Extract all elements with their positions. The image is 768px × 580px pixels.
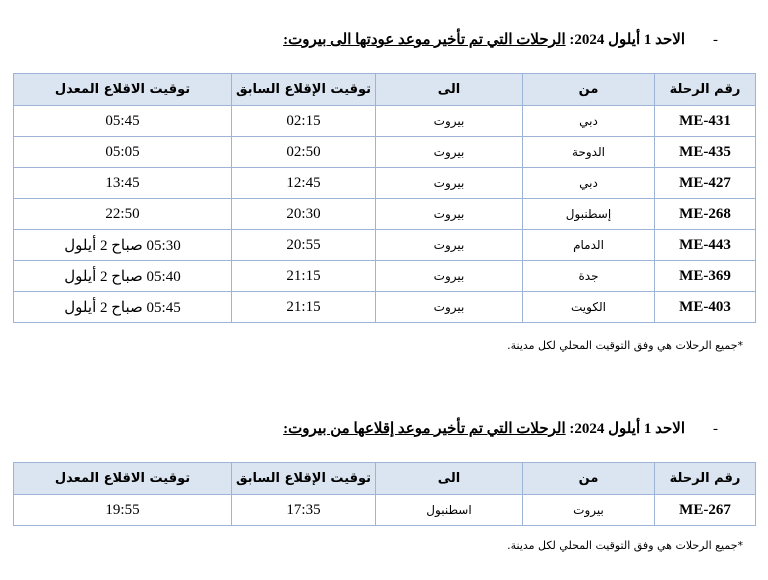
header-from: من — [523, 74, 655, 106]
destination-city: بيروت — [376, 230, 523, 261]
section2-footnote: *جميع الرحلات هي وفق التوقيت المحلي لكل مدينة. — [507, 539, 743, 552]
destination-city: بيروت — [376, 199, 523, 230]
section1-heading — [283, 30, 718, 49]
flight-number: ME-267 — [655, 495, 756, 526]
origin-city: دبي — [523, 106, 655, 137]
new-departure-time: 05:40 صباح 2 أيلول — [14, 261, 232, 292]
section2-heading — [283, 419, 718, 438]
header-new-time: توقيت الاقلاع المعدل — [14, 74, 232, 106]
new-departure-time: 13:45 — [14, 168, 232, 199]
flight-number: ME-427 — [655, 168, 756, 199]
origin-city: بيروت — [523, 495, 655, 526]
origin-city: الدوحة — [523, 137, 655, 168]
table-header-row — [14, 74, 756, 106]
section2-date: الاحد 1 أيلول 2024: — [569, 421, 685, 437]
old-departure-time: 20:30 — [232, 199, 376, 230]
destination-city: بيروت — [376, 106, 523, 137]
destination-city: اسطنبول — [376, 495, 523, 526]
table-row — [14, 137, 756, 168]
origin-city: الكويت — [523, 292, 655, 323]
destination-city: بيروت — [376, 261, 523, 292]
new-departure-time: 19:55 — [14, 495, 232, 526]
section1-bullet: - — [713, 32, 718, 48]
header-old-time: توقيت الإقلاع السابق — [232, 74, 376, 106]
old-departure-time: 17:35 — [232, 495, 376, 526]
section1-footnote: *جميع الرحلات هي وفق التوقيت المحلي لكل مدينة. — [507, 339, 743, 352]
flight-number: ME-443 — [655, 230, 756, 261]
old-departure-time: 21:15 — [232, 261, 376, 292]
old-departure-time: 21:15 — [232, 292, 376, 323]
departure-flights-table — [13, 462, 756, 526]
table-row — [14, 230, 756, 261]
new-departure-time: 05:45 — [14, 106, 232, 137]
return-flights-table — [13, 73, 756, 323]
section1-title: الرحلات التي تم تأخير موعد عودتها الى بيروت: — [283, 32, 566, 48]
header-flight-number: رقم الرحلة — [655, 463, 756, 495]
table-row — [14, 199, 756, 230]
header-to: الى — [376, 463, 523, 495]
origin-city: دبي — [523, 168, 655, 199]
old-departure-time: 20:55 — [232, 230, 376, 261]
table-row — [14, 106, 756, 137]
origin-city: جدة — [523, 261, 655, 292]
table-header-row — [14, 463, 756, 495]
table-row — [14, 495, 756, 526]
origin-city: الدمام — [523, 230, 655, 261]
destination-city: بيروت — [376, 292, 523, 323]
new-departure-time: 05:30 صباح 2 أيلول — [14, 230, 232, 261]
flight-number: ME-431 — [655, 106, 756, 137]
origin-city: إسطنبول — [523, 199, 655, 230]
destination-city: بيروت — [376, 168, 523, 199]
flight-number: ME-435 — [655, 137, 756, 168]
header-old-time: توقيت الإقلاع السابق — [232, 463, 376, 495]
destination-city: بيروت — [376, 137, 523, 168]
flight-number: ME-369 — [655, 261, 756, 292]
header-flight-number: رقم الرحلة — [655, 74, 756, 106]
old-departure-time: 02:15 — [232, 106, 376, 137]
section1-date: الاحد 1 أيلول 2024: — [569, 32, 685, 48]
new-departure-time: 22:50 — [14, 199, 232, 230]
table-row — [14, 168, 756, 199]
section2-bullet: - — [713, 421, 718, 437]
section2-title: الرحلات التي تم تأخير موعد إقلاعها من بيروت: — [283, 421, 566, 437]
header-from: من — [523, 463, 655, 495]
header-new-time: توقيت الاقلاع المعدل — [14, 463, 232, 495]
old-departure-time: 02:50 — [232, 137, 376, 168]
flight-number: ME-403 — [655, 292, 756, 323]
flight-number: ME-268 — [655, 199, 756, 230]
table-row — [14, 261, 756, 292]
new-departure-time: 05:45 صباح 2 أيلول — [14, 292, 232, 323]
header-to: الى — [376, 74, 523, 106]
new-departure-time: 05:05 — [14, 137, 232, 168]
old-departure-time: 12:45 — [232, 168, 376, 199]
table-row — [14, 292, 756, 323]
